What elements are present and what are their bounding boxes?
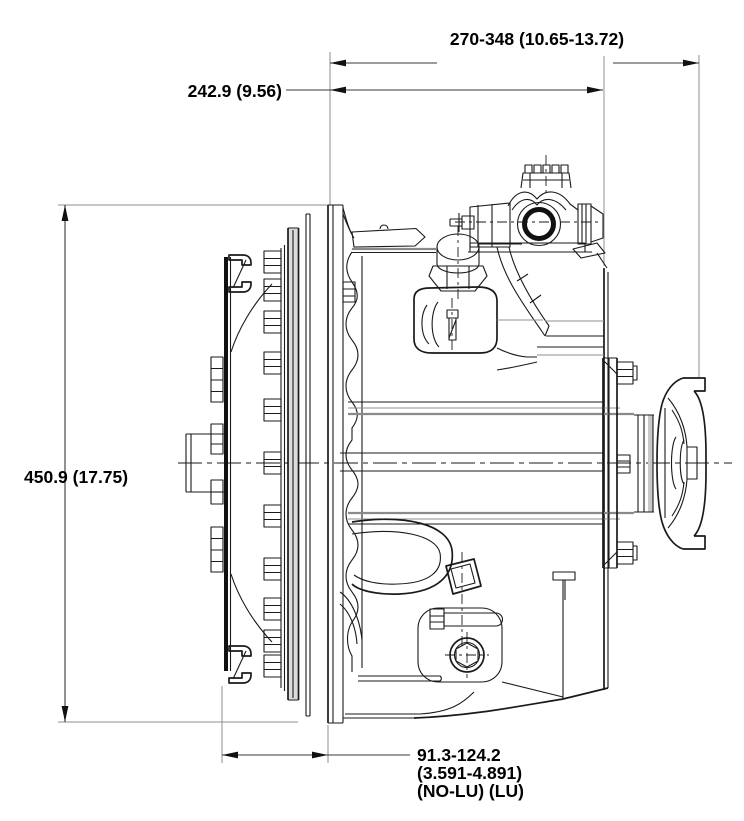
buttress-rib-upper (497, 247, 549, 336)
dim-overall-length-label: 270-348 (10.65-13.72) (449, 29, 625, 49)
dim-overall-height (24, 205, 128, 722)
dim-clutch-depth-line3: (NO-LU) (LU) (417, 781, 524, 801)
arrowhead-left (222, 752, 238, 759)
left-clamp (450, 203, 510, 247)
bolt (264, 352, 281, 374)
bolt (264, 251, 281, 273)
dim-clutch-depth-line1: 91.3-124.2 (417, 745, 501, 765)
bolt (264, 558, 281, 580)
retainer-clip-top (229, 255, 251, 292)
rear-bolt-mid (617, 455, 630, 473)
bolt (264, 630, 281, 652)
retainer-clip-bottom (229, 646, 251, 683)
mount-bore (525, 210, 554, 239)
rear-bolt-bottom (617, 542, 637, 564)
nut-stack (211, 527, 223, 572)
dim-clutch-depth (222, 745, 524, 801)
body-lines-upper (497, 321, 604, 370)
bolt (264, 399, 281, 421)
fitting (553, 572, 575, 580)
cover-bolts (264, 251, 281, 677)
right-block (573, 204, 605, 258)
arrowhead-down (62, 706, 69, 722)
face-bolt (343, 282, 355, 302)
intermediate-plate (306, 214, 310, 716)
name-tab (352, 229, 425, 248)
nut-stack (211, 424, 223, 454)
bell-housing-front-plate (328, 205, 355, 723)
arrowhead-left (330, 60, 346, 67)
upper-boss-pocket (414, 287, 543, 353)
arrowhead-right (683, 60, 699, 67)
dim-overall-length (330, 29, 699, 66)
housing-top-edge (343, 208, 522, 253)
arrowhead-right (312, 752, 328, 759)
arrowhead-up (62, 205, 69, 221)
arrowhead-left (330, 87, 346, 94)
dim-housing-length-label: 242.9 (9.56) (187, 81, 282, 101)
drain-plug (418, 608, 503, 682)
clutch-disc (226, 257, 272, 671)
pocket-bolt (447, 310, 458, 318)
dim-clutch-depth-line2: (3.591-4.891) (417, 763, 523, 783)
arrowhead-right (587, 87, 603, 94)
top-mount-bracket (450, 155, 605, 258)
bolt (264, 598, 281, 620)
dim-housing-length (188, 81, 603, 101)
nut-stack (211, 480, 223, 504)
nut-stack (211, 357, 223, 402)
dim-overall-height-label: 450.9 (17.75) (24, 467, 129, 487)
output-yoke (657, 378, 706, 549)
hub-nut-stacks (211, 357, 223, 572)
bolt (264, 505, 281, 527)
rear-bolt-top (617, 362, 637, 384)
sleeve-bolt (430, 609, 503, 629)
bolt (264, 311, 281, 333)
adapter-plate (288, 228, 299, 700)
bolt (264, 655, 281, 677)
output-hub (634, 415, 654, 512)
